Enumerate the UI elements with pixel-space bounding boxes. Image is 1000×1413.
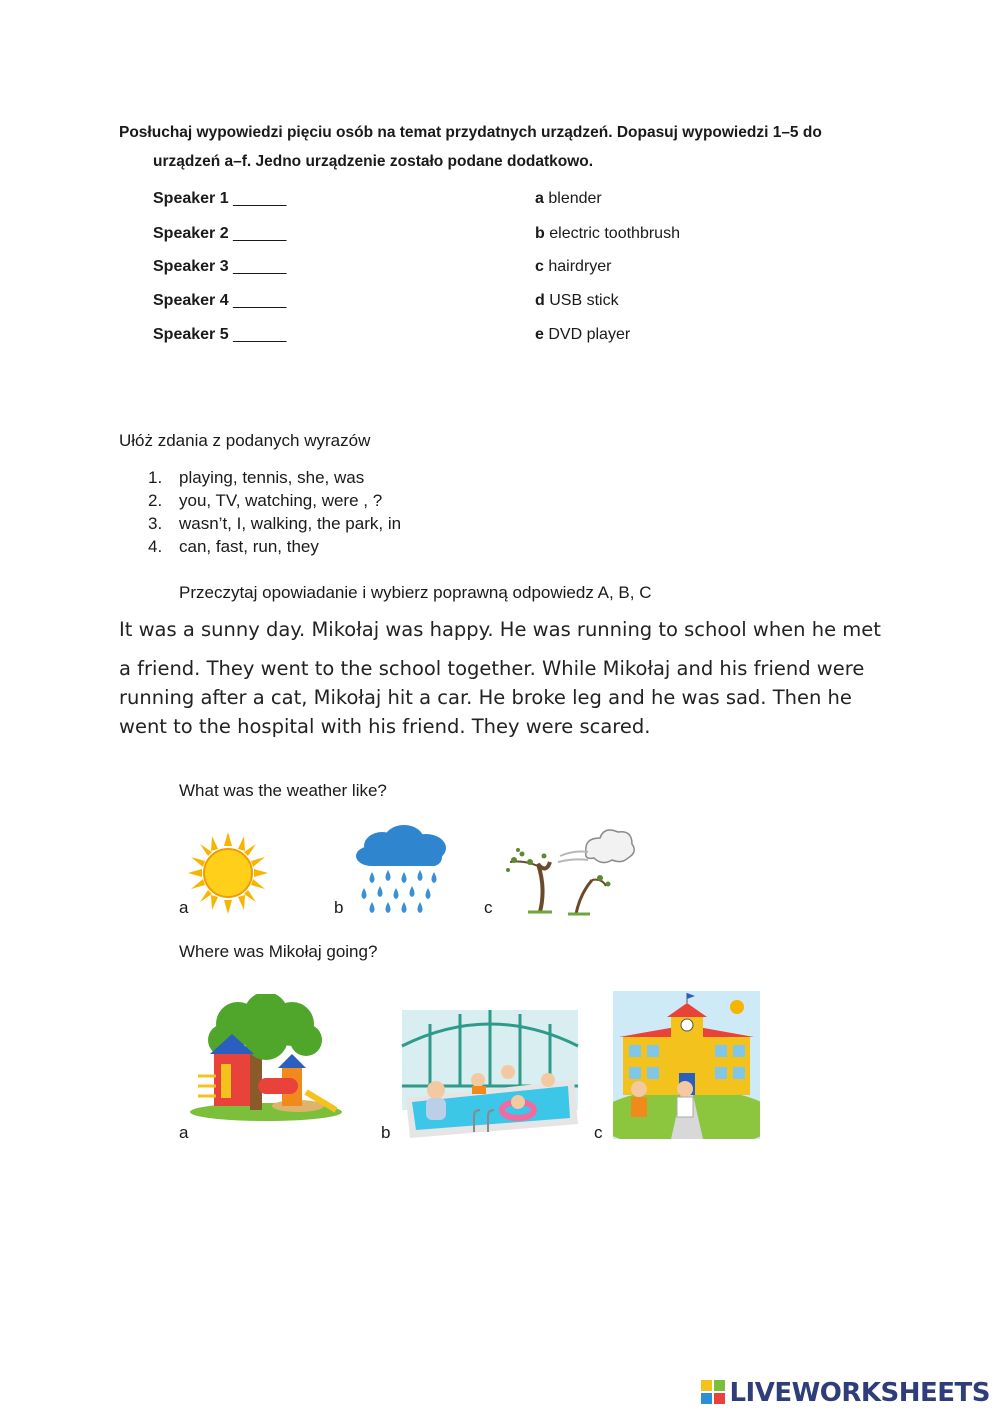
speaker-row xyxy=(153,190,286,208)
school-image[interactable] xyxy=(613,991,760,1139)
speaker-answer-blank[interactable]: ______ xyxy=(233,292,287,309)
instructions-line-1: Posłuchaj wypowiedzi pięciu osób na temat przydatnych urządzeń. Dopasuj wypowiedzi 1–5 do xyxy=(119,124,822,141)
brand-name: LIVEWORKSHEETS xyxy=(729,1378,990,1408)
speaker-label: Speaker 4 xyxy=(153,292,229,309)
section2-title: Ułóż zdania z podanych wyrazów xyxy=(119,431,371,450)
sentence-list xyxy=(148,466,401,558)
liveworksheets-logo-icon xyxy=(701,1380,725,1404)
question-weather: What was the weather like? xyxy=(179,781,387,800)
list-item: 2. you, TV, watching, were , ? xyxy=(148,491,383,510)
speaker-answer-blank[interactable]: ______ xyxy=(233,326,287,343)
story-line: a friend. They went to the school together. While Mikołaj and his friend were xyxy=(119,657,865,680)
device-letter: e xyxy=(535,326,544,343)
device-text: USB stick xyxy=(549,292,619,309)
liveworksheets-logo xyxy=(701,1378,990,1408)
rain-cloud-icon[interactable] xyxy=(352,824,450,916)
device-option xyxy=(535,190,602,208)
story-text xyxy=(119,615,889,741)
speaker-label: Speaker 3 xyxy=(153,258,229,275)
device-text: electric toothbrush xyxy=(549,225,680,242)
device-option xyxy=(535,326,630,344)
instructions-line-2: urządzeń a–f. Jedno urządzenie zostało podane dodatkowo. xyxy=(153,153,594,170)
sun-icon[interactable] xyxy=(188,832,268,914)
speaker-answer-blank[interactable]: ______ xyxy=(233,190,287,207)
device-text: DVD player xyxy=(548,326,631,343)
swimming-pool-image[interactable] xyxy=(400,1006,580,1138)
speaker-row xyxy=(153,292,286,310)
option-letter: a xyxy=(179,1123,189,1142)
device-option xyxy=(535,225,680,243)
speaker-row xyxy=(153,326,286,344)
playground-image[interactable] xyxy=(188,994,343,1122)
device-letter: a xyxy=(535,190,544,207)
speaker-row xyxy=(153,225,286,243)
list-item: 1. playing, tennis, she, was xyxy=(148,468,365,487)
device-letter: c xyxy=(535,258,544,275)
device-option xyxy=(535,292,619,310)
speaker-answer-blank[interactable]: ______ xyxy=(233,225,287,242)
device-text: blender xyxy=(548,190,602,207)
option-letter: b xyxy=(381,1123,391,1142)
speaker-label: Speaker 5 xyxy=(153,326,229,343)
device-option xyxy=(535,258,612,276)
wind-icon[interactable] xyxy=(500,826,636,916)
option-letter: b xyxy=(334,898,344,917)
list-item: 4. can, fast, run, they xyxy=(148,537,319,556)
option-letter: c xyxy=(484,898,493,917)
option-letter: c xyxy=(594,1123,603,1142)
option-letter: a xyxy=(179,898,189,917)
speaker-label: Speaker 1 xyxy=(153,190,229,207)
device-letter: d xyxy=(535,292,545,309)
device-letter: b xyxy=(535,225,545,242)
question-destination: Where was Mikołaj going? xyxy=(179,942,378,961)
speaker-row xyxy=(153,258,286,276)
device-text: hairdryer xyxy=(548,258,612,275)
speaker-label: Speaker 2 xyxy=(153,225,229,242)
story-line: running after a cat, Mikołaj hit a car. He broke leg and he was sad. Then he xyxy=(119,686,852,709)
list-item: 3. wasn’t, I, walking, the park, in xyxy=(148,514,402,533)
instructions xyxy=(119,118,909,176)
story-line: It was a sunny day. Mikołaj was happy. He was running to school when he met xyxy=(119,618,881,641)
story-line: went to the hospital with his friend. They were scared. xyxy=(119,715,651,738)
section3-title: Przeczytaj opowiadanie i wybierz poprawną odpowiedz A, B, C xyxy=(179,583,652,602)
speaker-answer-blank[interactable]: ______ xyxy=(233,258,287,275)
